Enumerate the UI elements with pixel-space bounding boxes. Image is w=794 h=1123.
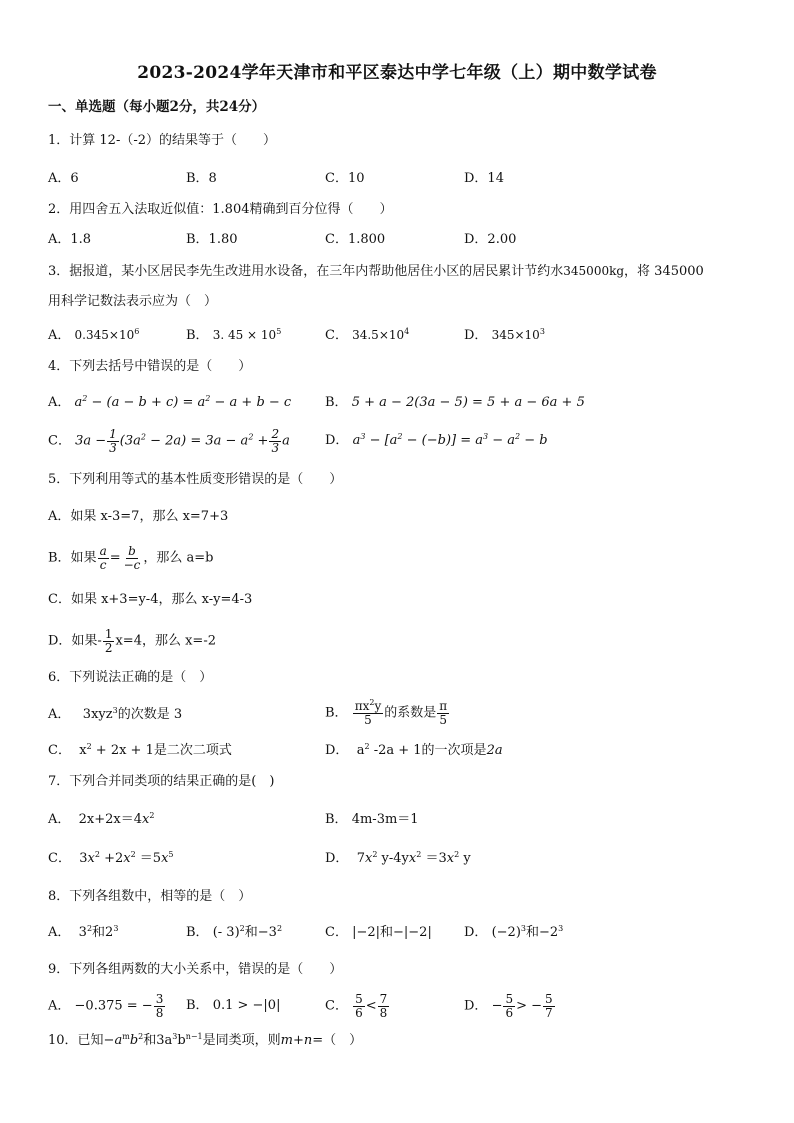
q5-option-b-math: $\frac{a}{c}$ = $\frac{b}{-c}$ [99,544,141,572]
question-2-stem: 2．用四舍五入法取近似值：1.804精确到百分位得（ ） [48,202,393,217]
q5-option-d-prefix: D．如果- [48,633,102,649]
q8-option-d-he: 和 [525,925,539,940]
q6-option-c-math: $x^2 + 2x + 1$ [75,742,154,758]
question-4-stem: 4．下列去括号中错误的是（ ） [48,359,252,374]
q9-option-a-label: A． [48,998,71,1014]
question-7-stem: 7．下列合并同类项的结果正确的是( ) [48,774,275,789]
q7-option-d-label: D． [325,851,349,866]
q3-option-b-math [213,329,282,341]
q7-option-c[interactable] [48,852,174,865]
q4-option-c-math: 3a − $\frac{1}{3}$ $(3a^2 - 2a) = 3a - a^2$ + $\frac{2}{3}$ a [75,427,290,455]
q5-option-d[interactable] [48,628,216,654]
q3-option-c[interactable] [325,329,409,342]
q8-option-c-label: C． [325,925,348,940]
q3-b-exp: 5 [276,327,282,336]
q10-math-1: $-a^mb^2$ [103,1032,144,1048]
q2-option-d[interactable]: D．2.00 [464,232,517,247]
q5-option-b-suffix: ，那么 a=b [143,550,214,566]
q8-option-c[interactable] [325,926,432,939]
question-3-stem-line1 [48,265,704,278]
q4-option-b-label: B． [325,395,348,410]
question-6-stem: 6．下列说法正确的是（ ） [48,670,213,685]
q3-a-exp: 6 [134,327,140,336]
q4-option-c-label: C． [48,433,71,449]
q6-option-b[interactable] [325,700,450,726]
q3-option-c-math [352,329,409,341]
section-heading: 一、单选题（每小题2分，共24分） [48,99,266,115]
q8-option-c-text: |−2|和−|−2| [352,925,432,940]
q6-option-d-math: $a^2$ -2a + 1 [352,742,422,758]
q6-option-b-text: 的系数是 [384,705,437,721]
q3-c-exp: 4 [404,327,410,336]
q3-stem-text: 3．据报道，某小区居民李先生改进用水设备，在三年内帮助他居住小区的居民累计节约水 [48,264,564,279]
q10-math-3: m+n [280,1033,313,1048]
q10-stem-mid: 是同类项，则 [202,1033,281,1048]
q4-option-a-math: $a^2 - (a - b + c) = a^2 - a + b - c$ [74,394,292,410]
q2-option-b[interactable]: B．1.80 [186,232,238,247]
question-8-stem: 8．下列各组数中，相等的是（ ） [48,889,252,904]
q5-option-c[interactable]: C．如果 x+3=y-4，那么 x-y=4-3 [48,592,253,607]
q6-option-d-term: 2a [486,743,503,758]
q6-option-b-frac1: $\frac{\pi x^2y}{5}$ [354,698,382,727]
q3-option-a-math [75,329,140,341]
q4-option-b-math: 5 + a − 2(3a − 5) = 5 + a − 6a + 5 [351,395,585,410]
q3-c-base: 34.5×10 [352,328,405,342]
q8-option-a[interactable] [48,926,118,939]
q3-option-b[interactable] [186,329,281,342]
q8-option-a-math2: $2^3$ [105,924,119,940]
q9-option-b-math: 0.1 > −|0| [212,998,281,1013]
q3-option-a-label: A． [48,328,71,343]
q3-option-d-math [492,329,545,341]
q10-stem-suffix: =（ ） [312,1033,363,1048]
q4-option-c[interactable] [48,428,290,454]
q9-option-c[interactable] [325,993,390,1019]
q9-option-c-label: C． [325,998,348,1014]
q5-option-d-suffix: x=4，那么 x=-2 [115,633,216,649]
question-9-stem: 9．下列各组两数的大小关系中，错误的是（ ） [48,962,343,977]
q5-option-b-prefix: B．如果 [48,550,97,566]
q10-math-2: $3a^3b^{n-1}$ [156,1032,203,1048]
q8-option-b-math2: $-3^2$ [257,924,283,940]
q3-d-exp: 3 [539,327,545,336]
q3-option-a[interactable] [48,329,139,342]
q8-option-d-math2: $-2^3$ [539,924,564,940]
q6-option-c-text: 是二次二项式 [153,743,232,758]
q9-option-a-math: −0.375 = − $\frac{3}{8}$ [74,992,164,1020]
q8-option-d-math: $(-2)^3$ [491,924,526,940]
q2-option-c[interactable]: C．1.800 [325,232,386,247]
q7-option-a-label: A． [48,812,71,827]
q9-option-d-math: − $\frac{5}{6}$ > − $\frac{5}{7}$ [491,992,553,1020]
q3-option-c-label: C． [325,328,348,343]
q4-option-b[interactable] [325,396,585,409]
q6-option-d[interactable] [325,744,503,757]
q1-option-c[interactable]: C．10 [325,171,365,186]
q9-option-b[interactable] [186,999,280,1012]
q3-option-b-label: B． [186,328,209,343]
q7-option-b-text: 4m-3m＝1 [351,812,419,827]
q4-option-d-label: D． [325,433,349,448]
q7-option-b-label: B． [325,812,348,827]
q9-option-b-label: B． [186,998,209,1013]
q1-option-d[interactable]: D．14 [464,171,504,186]
q3-b-base: 3. 45 × 10 [212,328,277,342]
q9-option-c-math: $\frac{5}{6}$ < $\frac{7}{8}$ [355,992,388,1020]
q6-option-a-text: 的次数是 3 [117,707,183,722]
q5-option-a[interactable]: A．如果 x-3=7，那么 x=7+3 [48,509,229,524]
q6-option-b-label: B． [325,705,348,721]
q8-option-b-math: (- 3)$^2$ [212,924,245,940]
q4-option-a[interactable] [48,396,291,409]
q3-a-base: 0.345×10 [74,328,135,342]
q3-option-d-label: D． [464,328,488,343]
q9-option-d[interactable] [464,993,556,1019]
q1-option-a[interactable]: A．6 [48,171,79,186]
q8-option-d-label: D． [464,925,488,940]
q9-option-a[interactable] [48,993,166,1019]
q3-option-d[interactable] [464,329,545,342]
q2-option-a[interactable]: A．1.8 [48,232,92,247]
q6-option-a[interactable] [48,708,182,721]
q7-option-c-label: C． [48,851,71,866]
q1-option-b[interactable]: B．8 [186,171,217,186]
q8-option-d[interactable] [464,926,563,939]
q8-option-a-label: A． [48,925,71,940]
q7-option-a-math: $2x+2x=4x^2$ [74,811,155,827]
q3-stem-value: 345000kg [563,264,625,278]
q6-option-b-frac2: $\frac{\pi}{5}$ [439,699,448,727]
page-title: 2023-2024学年天津市和平区泰达中学七年级（上）期中数学试卷 [137,63,657,83]
question-10-stem: 10．已知$-a^mb^2$和$3a^3b^{n-1}$是同类项，则m+n=（ ） [48,1032,363,1048]
q6-option-d-label: D． [325,743,349,758]
q7-option-d-math: $7x^2$ $y-4yx^2 =3x^2$ y [352,850,471,866]
q4-option-d-math: $a^3 - [a^2 - (-b)] = a^3 - a^2 - b$ [352,432,548,448]
q6-option-c[interactable] [48,744,232,757]
q8-option-b[interactable] [186,926,282,939]
q6-option-d-text: 的一次项是 [421,743,487,758]
q8-option-a-he: 和 [92,925,106,940]
q7-option-c-math: $3x^2 +2x^2 =5x^5$ [75,850,174,866]
q8-option-b-label: B． [186,925,209,940]
q4-option-d[interactable] [325,434,548,447]
q7-option-d[interactable] [325,852,471,865]
question-3-stem-line2: 用科学记数法表示应为（ ） [48,294,218,309]
question-5-stem: 5．下列利用等式的基本性质变形错误的是（ ） [48,472,343,487]
q7-option-a[interactable] [48,813,154,826]
q7-option-b[interactable] [325,813,419,826]
q9-option-d-label: D． [464,998,488,1014]
q6-option-c-label: C． [48,743,71,758]
q8-option-a-math: $3^2$ [74,924,93,940]
q5-option-b[interactable] [48,545,214,571]
q10-stem-prefix: 10．已知 [48,1033,104,1048]
q3-stem-tail: ，将 345000 [624,264,704,279]
q5-option-d-frac: $\frac{1}{2}$ [104,627,113,655]
q8-option-b-he: 和 [244,925,258,940]
question-1-stem: 1．计算 12-（-2）的结果等于（ ） [48,133,277,148]
q4-option-a-label: A． [48,395,71,410]
q6-option-a-label: A． [48,707,71,722]
q3-d-base: 345×10 [491,328,540,342]
q6-option-a-math: 3xyz$^3$ [74,706,118,722]
